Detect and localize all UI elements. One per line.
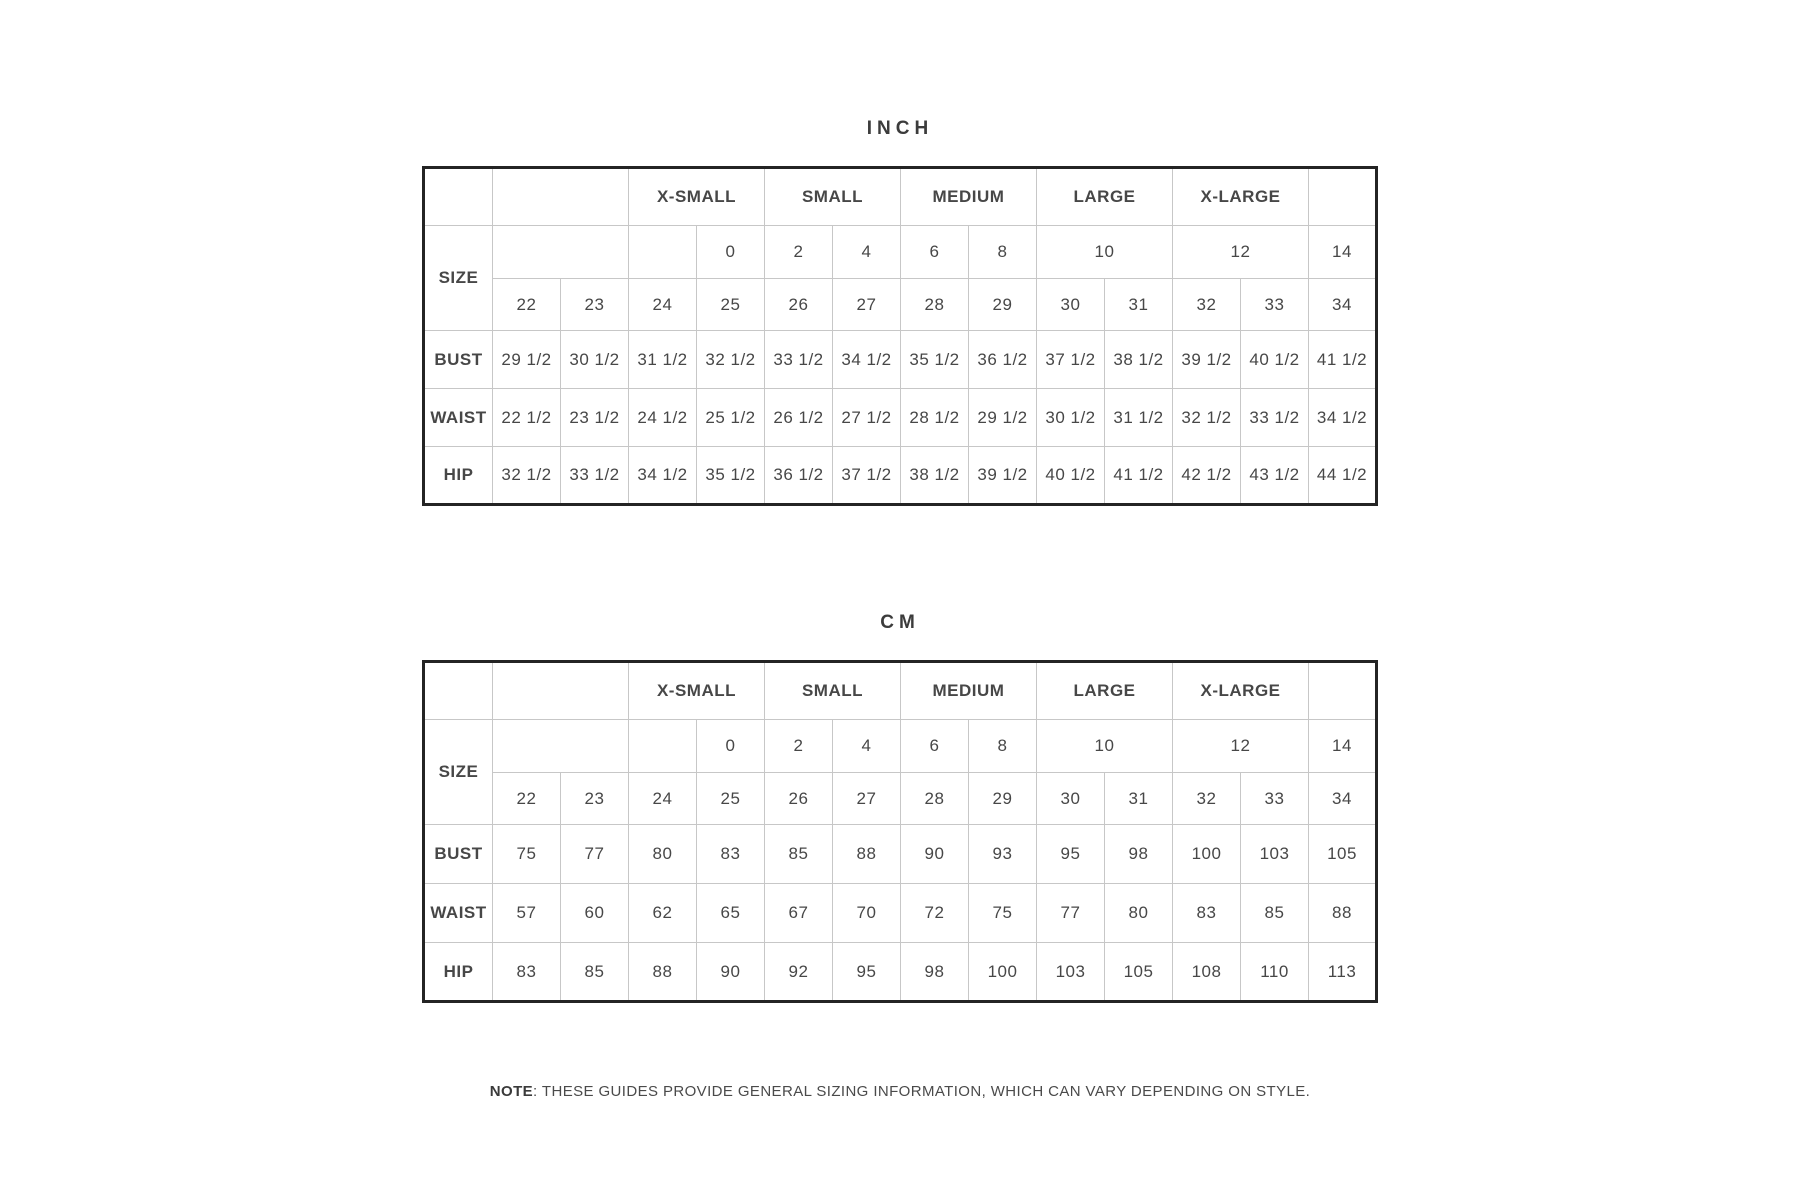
measurement-cell: 103: [1241, 825, 1309, 884]
measurement-cell: 27 1/2: [833, 389, 901, 447]
size-group-header: SMALL: [765, 662, 901, 720]
measurement-cell: 57: [493, 884, 561, 943]
measurement-cell: 33 1/2: [1241, 389, 1309, 447]
measurement-cell: 40 1/2: [1241, 331, 1309, 389]
size-number-cell: 27: [833, 773, 901, 825]
measurement-cell: 80: [1105, 884, 1173, 943]
measurement-cell: 22 1/2: [493, 389, 561, 447]
measurement-cell: 85: [765, 825, 833, 884]
size-group-empty: [493, 662, 629, 720]
measurement-cell: 38 1/2: [901, 447, 969, 505]
waist-row: [424, 884, 1377, 943]
measurement-cell: 83: [493, 943, 561, 1002]
size-group-header: X-LARGE: [1173, 662, 1309, 720]
size-number-cell: 27: [833, 279, 901, 331]
measurement-cell: 105: [1105, 943, 1173, 1002]
measurement-cell: 41 1/2: [1105, 447, 1173, 505]
measurement-cell: 95: [1037, 825, 1105, 884]
size-number-cell: 29: [969, 279, 1037, 331]
measurement-cell: 35 1/2: [901, 331, 969, 389]
measurement-cell: 105: [1309, 825, 1377, 884]
row-label-bust: BUST: [424, 331, 493, 389]
size-group-header: LARGE: [1037, 662, 1173, 720]
measurement-cell: 44 1/2: [1309, 447, 1377, 505]
us-size-cell: 12: [1173, 226, 1309, 279]
measurement-cell: 34 1/2: [833, 331, 901, 389]
us-size-row: [424, 720, 1377, 773]
size-number-cell: 25: [697, 773, 765, 825]
measurement-cell: 108: [1173, 943, 1241, 1002]
size-number-cell: 22: [493, 773, 561, 825]
measurement-cell: 93: [969, 825, 1037, 884]
size-number-cell: 31: [1105, 773, 1173, 825]
measurement-cell: 98: [1105, 825, 1173, 884]
measurement-cell: 29 1/2: [969, 389, 1037, 447]
size-group-header: LARGE: [1037, 168, 1173, 226]
row-label-hip: HIP: [424, 447, 493, 505]
size-number-cell: 25: [697, 279, 765, 331]
us-size-cell: 2: [765, 720, 833, 773]
bust-row: [424, 331, 1377, 389]
measurement-cell: 100: [969, 943, 1037, 1002]
measurement-cell: 35 1/2: [697, 447, 765, 505]
us-size-empty: [629, 226, 697, 279]
row-label-size: SIZE: [424, 720, 493, 825]
measurement-cell: 32 1/2: [493, 447, 561, 505]
measurement-cell: 39 1/2: [969, 447, 1037, 505]
size-group-header: X-SMALL: [629, 168, 765, 226]
size-number-cell: 30: [1037, 773, 1105, 825]
measurement-cell: 37 1/2: [833, 447, 901, 505]
bust-row: [424, 825, 1377, 884]
measurement-cell: 88: [1309, 884, 1377, 943]
size-number-cell: 24: [629, 279, 697, 331]
measurement-cell: 62: [629, 884, 697, 943]
us-size-cell: 6: [901, 226, 969, 279]
measurement-cell: 36 1/2: [765, 447, 833, 505]
size-number-cell: 34: [1309, 773, 1377, 825]
measurement-cell: 39 1/2: [1173, 331, 1241, 389]
measurement-cell: 85: [561, 943, 629, 1002]
measurement-cell: 77: [1037, 884, 1105, 943]
size-number-cell: 33: [1241, 279, 1309, 331]
us-size-row: [424, 226, 1377, 279]
measurement-cell: 60: [561, 884, 629, 943]
us-size-cell: 4: [833, 720, 901, 773]
measurement-cell: 100: [1173, 825, 1241, 884]
size-number-cell: 30: [1037, 279, 1105, 331]
size-number-cell: 34: [1309, 279, 1377, 331]
measurement-cell: 25 1/2: [697, 389, 765, 447]
cm-size-table: [422, 660, 1378, 1003]
us-size-cell: 14: [1309, 720, 1377, 773]
us-size-empty: [493, 226, 629, 279]
size-group-header: SMALL: [765, 168, 901, 226]
measurement-cell: 77: [561, 825, 629, 884]
measurement-cell: 38 1/2: [1105, 331, 1173, 389]
size-group-header: MEDIUM: [901, 168, 1037, 226]
measurement-cell: 92: [765, 943, 833, 1002]
note-label: NOTE: [489, 1083, 534, 1100]
hip-row: [424, 943, 1377, 1002]
measurement-cell: 95: [833, 943, 901, 1002]
size-number-cell: 33: [1241, 773, 1309, 825]
size-number-cell: 29: [969, 773, 1037, 825]
measurement-cell: 110: [1241, 943, 1309, 1002]
measurement-cell: 34 1/2: [1309, 389, 1377, 447]
measurement-cell: 23 1/2: [561, 389, 629, 447]
size-group-row: [424, 168, 1377, 226]
us-size-cell: 14: [1309, 226, 1377, 279]
measurement-cell: 40 1/2: [1037, 447, 1105, 505]
measurement-cell: 88: [629, 943, 697, 1002]
size-number-cell: 28: [901, 773, 969, 825]
measurement-cell: 33 1/2: [765, 331, 833, 389]
us-size-cell: 6: [901, 720, 969, 773]
hip-row: [424, 447, 1377, 505]
measurement-cell: 36 1/2: [969, 331, 1037, 389]
measurement-cell: 67: [765, 884, 833, 943]
measurement-cell: 90: [697, 943, 765, 1002]
measurement-cell: 31 1/2: [1105, 389, 1173, 447]
size-group-header: X-SMALL: [629, 662, 765, 720]
size-number-cell: 31: [1105, 279, 1173, 331]
measurement-cell: 32 1/2: [697, 331, 765, 389]
measurement-cell: 83: [1173, 884, 1241, 943]
size-number-cell: 26: [765, 279, 833, 331]
note-text: [0, 1083, 1800, 1100]
size-group-header: X-LARGE: [1173, 168, 1309, 226]
row-label-bust: BUST: [424, 825, 493, 884]
size-number-cell: 22: [493, 279, 561, 331]
us-size-cell: 10: [1037, 226, 1173, 279]
size-number-row: [424, 279, 1377, 331]
size-group-empty: [493, 168, 629, 226]
measurement-cell: 33 1/2: [561, 447, 629, 505]
size-number-cell: 32: [1173, 773, 1241, 825]
size-group-empty: [1309, 662, 1377, 720]
measurement-cell: 28 1/2: [901, 389, 969, 447]
measurement-cell: 29 1/2: [493, 331, 561, 389]
size-number-cell: 24: [629, 773, 697, 825]
measurement-cell: 43 1/2: [1241, 447, 1309, 505]
us-size-cell: 8: [969, 226, 1037, 279]
size-number-row: [424, 773, 1377, 825]
note-body: : THESE GUIDES PROVIDE GENERAL SIZING INFORMATION, WHICH CAN VARY DEPENDING ON STYLE.: [533, 1083, 1311, 1100]
size-group-row: [424, 662, 1377, 720]
measurement-cell: 26 1/2: [765, 389, 833, 447]
us-size-cell: 2: [765, 226, 833, 279]
measurement-cell: 30 1/2: [561, 331, 629, 389]
size-number-cell: 23: [561, 279, 629, 331]
corner-cell: [424, 168, 493, 226]
row-label-waist: WAIST: [424, 389, 493, 447]
row-label-hip: HIP: [424, 943, 493, 1002]
size-group-empty: [1309, 168, 1377, 226]
us-size-cell: 0: [697, 226, 765, 279]
measurement-cell: 88: [833, 825, 901, 884]
measurement-cell: 72: [901, 884, 969, 943]
inch-size-table: [422, 166, 1378, 506]
measurement-cell: 37 1/2: [1037, 331, 1105, 389]
us-size-cell: 0: [697, 720, 765, 773]
us-size-empty: [629, 720, 697, 773]
corner-cell: [424, 662, 493, 720]
size-number-cell: 26: [765, 773, 833, 825]
measurement-cell: 24 1/2: [629, 389, 697, 447]
measurement-cell: 70: [833, 884, 901, 943]
measurement-cell: 34 1/2: [629, 447, 697, 505]
size-number-cell: 28: [901, 279, 969, 331]
measurement-cell: 30 1/2: [1037, 389, 1105, 447]
measurement-cell: 31 1/2: [629, 331, 697, 389]
measurement-cell: 65: [697, 884, 765, 943]
measurement-cell: 90: [901, 825, 969, 884]
size-group-header: MEDIUM: [901, 662, 1037, 720]
inch-table-title: INCH: [866, 118, 934, 139]
measurement-cell: 113: [1309, 943, 1377, 1002]
measurement-cell: 41 1/2: [1309, 331, 1377, 389]
measurement-cell: 80: [629, 825, 697, 884]
measurement-cell: 42 1/2: [1173, 447, 1241, 505]
size-number-cell: 23: [561, 773, 629, 825]
cm-table-title: CM: [880, 612, 920, 633]
measurement-cell: 85: [1241, 884, 1309, 943]
size-number-cell: 32: [1173, 279, 1241, 331]
measurement-cell: 83: [697, 825, 765, 884]
row-label-size: SIZE: [424, 226, 493, 331]
measurement-cell: 32 1/2: [1173, 389, 1241, 447]
us-size-cell: 4: [833, 226, 901, 279]
row-label-waist: WAIST: [424, 884, 493, 943]
measurement-cell: 98: [901, 943, 969, 1002]
us-size-cell: 12: [1173, 720, 1309, 773]
measurement-cell: 75: [969, 884, 1037, 943]
measurement-cell: 103: [1037, 943, 1105, 1002]
waist-row: [424, 389, 1377, 447]
us-size-cell: 8: [969, 720, 1037, 773]
measurement-cell: 75: [493, 825, 561, 884]
us-size-cell: 10: [1037, 720, 1173, 773]
us-size-empty: [493, 720, 629, 773]
